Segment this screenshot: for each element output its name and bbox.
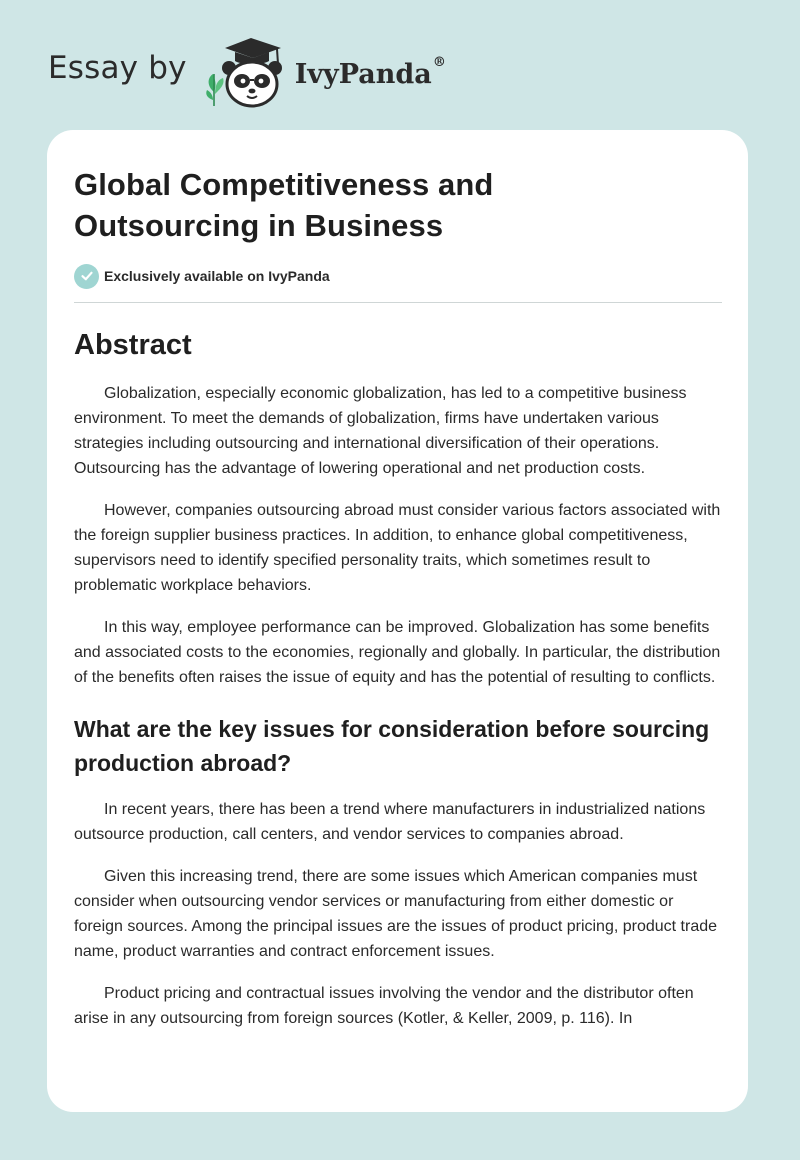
divider — [74, 302, 722, 303]
brand-name: IvyPanda® — [294, 54, 446, 90]
essay-card — [47, 130, 748, 1112]
paragraph: However, companies outsourcing abroad must consider various factors associated with the foreign supplier business practices. In addition, to enhance global competitiveness, supervisors need to identify specified personality traits, which sometimes result to problematic workplace behaviors. — [74, 502, 721, 594]
paragraph: Globalization, especially economic globalization, has led to a competitive business environment. To meet the demands of globalization, firms have undertaken various strategies including outsourcing and international diversification of their operations. Outsourcing has the advantage of lowering operational and net production costs. — [74, 385, 687, 477]
brand-prefix: Essay by — [48, 50, 187, 86]
panda-graduate-logo-icon — [201, 34, 291, 110]
section-key-issues — [74, 712, 722, 1031]
paragraph: Given this increasing trend, there are some issues which American companies must consider when outsourcing vendor services or manufacturing from either domestic or foreign sources. Among the principal issues are the issues of product pricing, product trade name, product warranties and contract enforcement issues. — [74, 868, 718, 960]
paragraph: In recent years, there has been a trend where manufacturers in industrialized nations outsource production, call centers, and vendor services to companies abroad. — [74, 801, 706, 843]
ivy-leaf-icon — [206, 74, 223, 106]
section-abstract — [74, 327, 722, 690]
exclusive-label: Exclusively available on IvyPanda — [104, 268, 330, 284]
registered-mark: ® — [432, 54, 446, 70]
essay-title — [74, 164, 722, 246]
site-brand[interactable] — [48, 34, 446, 110]
check-icon — [74, 264, 99, 289]
section-heading: What are the key issues for consideration before sourcing production abroad? — [74, 716, 710, 776]
section-heading: Abstract — [74, 329, 192, 361]
paragraph: In this way, employee performance can be improved. Globalization has some benefits and associated costs to the economies, regionally and globally. In particular, the distribution of the benefits often raises the issue of equity and has the potential of resulting to conflicts. — [74, 619, 721, 686]
essay-title-line2: Outsourcing in Business — [74, 208, 444, 243]
essay-title-line1: Global Competitiveness and — [74, 167, 494, 202]
exclusive-badge — [74, 262, 722, 290]
paragraph: Product pricing and contractual issues involving the vendor and the distributor often arise in any outsourcing from foreign sources (Kotler, & Keller, 2009, p. 116). In — [74, 985, 694, 1027]
